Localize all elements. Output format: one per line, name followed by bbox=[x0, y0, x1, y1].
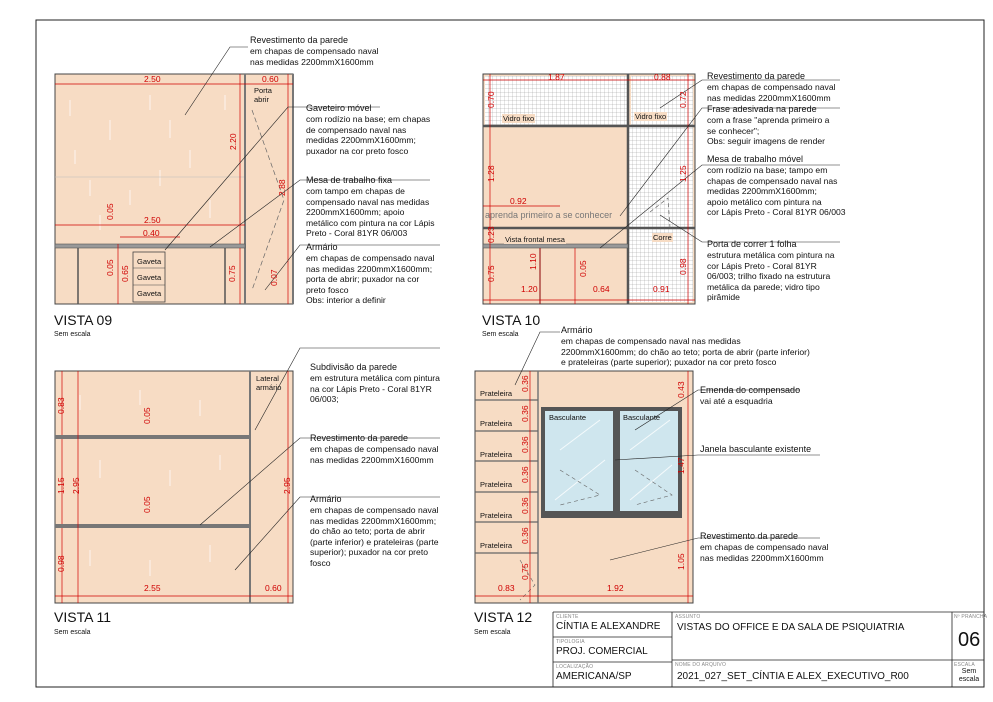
v12-dim-s4: 0.36 bbox=[520, 466, 530, 483]
v09-gaveta-label-3: Gaveta bbox=[137, 289, 162, 298]
v10-corre-label: Corre bbox=[653, 233, 672, 242]
v10-dim-h9: 0.98 bbox=[678, 258, 688, 275]
v12-prateleira-label-6: Prateleira bbox=[480, 541, 513, 550]
v12-title: VISTA 12 bbox=[474, 609, 533, 625]
v11-subtitle: Sem escala bbox=[54, 629, 91, 636]
v10-dim-w5: 0.64 bbox=[593, 284, 610, 294]
v10-title: VISTA 10 bbox=[482, 312, 541, 328]
v10-subtitle: Sem escala bbox=[482, 331, 519, 338]
v10-note-3-body: com rodízio na base; tampo em chapas de compensado naval nas medidas 2200mmX1600mm; apoio metálico com pintura na cor Lápis Preto - Coral 81YR 06/003 bbox=[707, 165, 846, 218]
v12-dim-s6: 0.36 bbox=[520, 527, 530, 544]
v09-subtitle: Sem escala bbox=[54, 331, 91, 338]
v09-dim-w1: 2.50 bbox=[144, 74, 161, 84]
v09-note-4-body: em chapas de compensado naval nas medidas 2200mmX1600mm; porta de abrir; puxador na cor preto fosco Obs: interior a definir bbox=[306, 253, 435, 306]
v09-note-4-title: Armário bbox=[306, 242, 338, 252]
v10-dim-h5: 0.23 bbox=[486, 226, 496, 243]
v10-dim-h2: 0.72 bbox=[678, 91, 688, 108]
v12-dim-h4: 1.05 bbox=[676, 553, 686, 570]
v10-note-2-title: Frase adesivada na parede bbox=[707, 104, 817, 114]
tb-arquivo-label: NOME DO ARQUIVO bbox=[675, 662, 727, 668]
v09-note-3-title: Mesa de trabalho fixa bbox=[306, 175, 393, 185]
v12-note-4-title: Revestimento da parede bbox=[700, 531, 799, 541]
tb-localizacao-value: AMERICANA/SP bbox=[556, 671, 632, 682]
v09-note-3-body: com tampo em chapas de compensado naval nas medidas 2200mmX1600mm; apoio metálico com pintura na cor Lápis Preto - Coral 81YR 06/003 bbox=[306, 186, 435, 239]
tb-tipologia-value: PROJ. COMERCIAL bbox=[556, 646, 648, 657]
v12-subtitle: Sem escala bbox=[474, 629, 511, 636]
vista-10-drawing bbox=[483, 74, 695, 304]
v12-dim-h1: 0.43 bbox=[676, 381, 686, 398]
v12-note-2-body: vai até a esquadria bbox=[700, 396, 773, 406]
tb-prancha-value: 06 bbox=[958, 629, 981, 651]
v10-vista-frontal-label: Vista frontal mesa bbox=[505, 235, 565, 244]
v12-note-4-body: em chapas de compensado naval nas medidas 2200mmX1600mm bbox=[700, 542, 829, 563]
v09-title: VISTA 09 bbox=[54, 312, 113, 328]
tb-cliente-label: CLIENTE bbox=[556, 614, 579, 620]
v12-note-3-title: Janela basculante existente bbox=[700, 444, 812, 454]
v09-dim-h3: 0.05 bbox=[105, 203, 115, 220]
v12-note-1-body: em chapas de compensado naval nas medidas 2200mmX1600mm; do chão ao teto; porta de abrir (parte inferior) e prateleiras (parte superior); puxador na cor preto fosco bbox=[561, 336, 810, 368]
v10-dim-h7: 1.10 bbox=[528, 253, 538, 270]
v09-dim-h2: 2.88 bbox=[277, 179, 287, 196]
v10-note-2-body: com a frase "aprenda primeiro a se conhecer"; Obs: seguir imagens de render bbox=[707, 115, 830, 147]
v09-note-1-title: Revestimento da parede bbox=[250, 35, 349, 45]
v11-lateral-label: Lateral armário bbox=[256, 374, 282, 392]
v10-vidro-label-2: Vidro fixo bbox=[635, 112, 667, 121]
v10-note-4-title: Porta de correr 1 folha bbox=[707, 239, 797, 249]
v09-note-2-title: Gaveteiro móvel bbox=[306, 103, 372, 113]
v11-dim-h3: 1.15 bbox=[56, 477, 66, 494]
tb-tipologia-label: TIPOLOGIA bbox=[556, 639, 585, 645]
v09-dim-h6: 0.75 bbox=[227, 265, 237, 282]
tb-arquivo-value: 2021_027_SET_CÍNTIA E ALEX_EXECUTIVO_R00 bbox=[677, 671, 909, 682]
v10-note-4-body: estrutura metálica com pintura na cor Lápis Preto - Coral 81YR 06/003; trilho fixado na estrutura metálica da parede; vidro tipo pirâmide bbox=[707, 250, 835, 303]
v09-note-1-body: em chapas de compensado naval nas medidas 2200mmX1600mm bbox=[250, 46, 379, 67]
v09-dim-h4: 0.05 bbox=[105, 259, 115, 276]
v11-dim-h2: 0.05 bbox=[142, 407, 152, 424]
v12-prateleira-label-2: Prateleira bbox=[480, 419, 513, 428]
v12-prateleira-label-1: Prateleira bbox=[480, 389, 513, 398]
v11-dim-h7: 0.98 bbox=[56, 555, 66, 572]
v11-note-3-body: em chapas de compensado naval nas medidas 2200mmX1600mm; do chão ao teto; porta de abrir (parte inferior) e prateleiras (parte superior); puxador na cor preto fosco bbox=[310, 505, 439, 568]
v11-dim-h4: 2.95 bbox=[71, 477, 81, 494]
v11-dim-w2: 0.60 bbox=[265, 583, 282, 593]
tb-cliente-value: CÍNTIA E ALEXANDRE bbox=[556, 621, 661, 632]
tb-escala-value: Sem escala bbox=[958, 668, 980, 683]
v10-frase-label: aprenda primeiro a se conhecer bbox=[485, 210, 613, 220]
v11-dim-h6: 2.95 bbox=[282, 477, 292, 494]
v11-dim-w1: 2.55 bbox=[144, 583, 161, 593]
v12-dim-w1: 0.83 bbox=[498, 583, 515, 593]
v09-dim-w4: 0.40 bbox=[143, 228, 160, 238]
tb-localizacao-label: LOCALIZAÇÃO bbox=[556, 664, 594, 670]
v12-note-1-title: Armário bbox=[561, 325, 593, 335]
v11-note-1-title: Subdivisão da parede bbox=[310, 362, 398, 372]
v09-dim-h7: 0.07 bbox=[269, 269, 279, 286]
v10-vidro-label-1: Vidro fixo bbox=[503, 114, 535, 123]
v12-dim-s2: 0.36 bbox=[520, 405, 530, 422]
v10-dim-w1: 1.87 bbox=[548, 72, 565, 82]
v10-note-1-body: em chapas de compensado naval nas medidas 2200mmX1600mm bbox=[707, 82, 836, 103]
v11-note-2-body: em chapas de compensado naval nas medidas 2200mmX1600mm bbox=[310, 444, 439, 465]
v10-dim-h3: 1.28 bbox=[486, 165, 496, 182]
v09-gaveta-label-2: Gaveta bbox=[137, 273, 162, 282]
v09-gaveta-label-1: Gaveta bbox=[137, 257, 162, 266]
v10-note-1-title: Revestimento da parede bbox=[707, 71, 806, 81]
v11-title: VISTA 11 bbox=[54, 609, 112, 625]
v12-dim-w2: 1.92 bbox=[607, 583, 624, 593]
v10-dim-h8: 0.05 bbox=[578, 260, 588, 277]
v11-dim-h1: 0.83 bbox=[56, 397, 66, 414]
v12-dim-s3: 0.36 bbox=[520, 436, 530, 453]
vista-11-drawing bbox=[55, 371, 293, 603]
tb-escala-label: ESCALA bbox=[954, 662, 975, 668]
v12-dim-h2: 1.47 bbox=[676, 457, 686, 474]
v09-dim-w3: 2.50 bbox=[144, 215, 161, 225]
v12-prateleira-label-4: Prateleira bbox=[480, 480, 513, 489]
v12-dim-h3: 0.75 bbox=[520, 563, 530, 580]
vista-09-drawing bbox=[55, 74, 293, 304]
tb-prancha-label: Nº PRANCHA bbox=[954, 614, 988, 620]
v12-basculante-label-1: Basculante bbox=[549, 413, 587, 422]
v10-note-3-title: Mesa de trabalho móvel bbox=[707, 154, 804, 164]
v10-dim-h1: 0.70 bbox=[486, 91, 496, 108]
v11-note-2-title: Revestimento da parede bbox=[310, 433, 409, 443]
v11-note-3-title: Armário bbox=[310, 494, 342, 504]
v10-dim-h6: 0.75 bbox=[486, 265, 496, 282]
tb-assunto-value: VISTAS DO OFFICE E DA SALA DE PSIQUIATRIA bbox=[677, 622, 905, 633]
v09-dim-h1: 2.20 bbox=[228, 133, 238, 150]
v12-prateleira-label-3: Prateleira bbox=[480, 450, 513, 459]
v09-note-2-body: com rodízio na base; em chapas de compensado naval nas medidas 2200mmX1600mm; puxador na cor preto fosco bbox=[306, 114, 431, 156]
v12-note-2-title: Emenda do compensado bbox=[700, 385, 801, 395]
v11-dim-h5: 0.05 bbox=[142, 496, 152, 513]
v10-dim-w4: 1.20 bbox=[521, 284, 538, 294]
v09-porta-label: Porta abrir bbox=[254, 86, 272, 104]
v10-dim-w2: 0.88 bbox=[654, 72, 671, 82]
v12-dim-s1: 0.36 bbox=[520, 375, 530, 392]
v09-dim-h5: 0.65 bbox=[120, 265, 130, 282]
v10-dim-h4: 1.25 bbox=[678, 165, 688, 182]
v10-dim-w3: 0.92 bbox=[510, 196, 527, 206]
v10-dim-w6: 0.91 bbox=[653, 284, 670, 294]
v12-dim-s5: 0.36 bbox=[520, 497, 530, 514]
v12-basculante-label-2: Basculante bbox=[623, 413, 661, 422]
v11-note-1-body: em estrutura metálica com pintura na cor Lápis Preto - Coral 81YR 06/003; bbox=[310, 373, 440, 405]
v12-prateleira-label-5: Prateleira bbox=[480, 511, 513, 520]
v09-dim-w2: 0.60 bbox=[262, 74, 279, 84]
tb-assunto-label: ASSUNTO bbox=[675, 614, 701, 620]
